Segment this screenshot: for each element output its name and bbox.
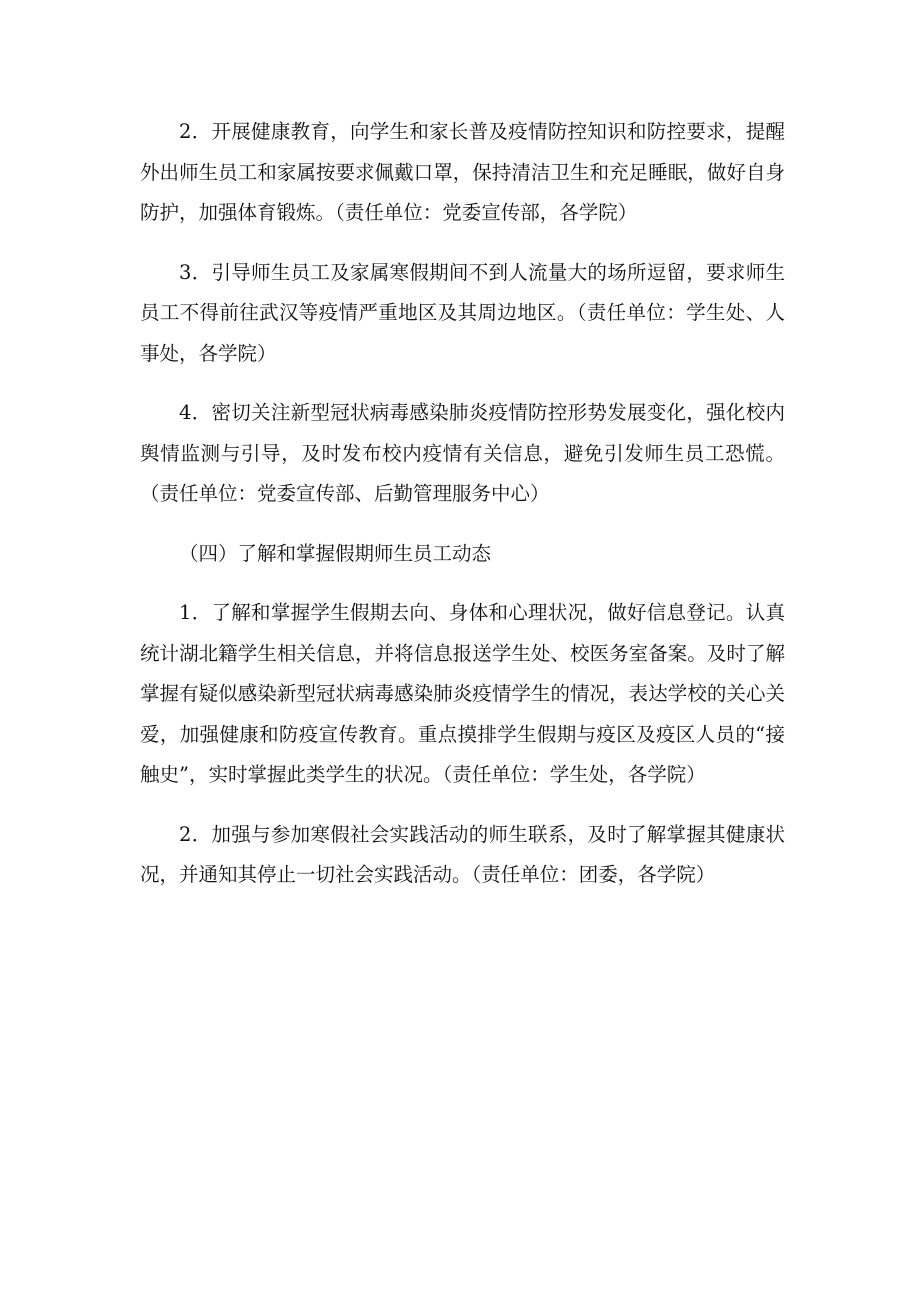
document-body: [140, 112, 785, 915]
section-heading-four: （四）了解和掌握假期师生员工动态: [179, 541, 492, 565]
paragraph-health-education: 2．开展健康教育，向学生和家长普及疫情防控知识和防控要求，提醒外出师生员工和家属按要求佩戴口罩，保持清洁卫生和充足睡眠，做好自身防护，加强体育锻炼。（责任单位：党委宣传部，各学院）: [140, 120, 785, 224]
paragraph-crowd-avoidance: 3．引导师生员工及家属寒假期间不到人流量大的场所逗留，要求师生员工不得前往武汉等疫情严重地区及其周边地区。（责任单位：学生处、人事处，各学院）: [140, 260, 785, 365]
paragraph-social-practice: 2．加强与参加寒假社会实践活动的师生联系，及时了解掌握其健康状况，并通知其停止一切社会实践活动。（责任单位：团委，各学院）: [140, 822, 785, 886]
paragraph-student-tracking: 1．了解和掌握学生假期去向、身体和心理状况，做好信息登记。认真统计湖北籍学生相关信息，并将信息报送学生处、校医务室备案。及时了解掌握有疑似感染新型冠状病毒感染肺炎疫情学生的情况，表达学校的关心关爱，加强健康和防疫宣传教育。重点摸排学生假期与疫区及疫区人员的“接触史”，实时掌握此类学生的状况。（责任单位：学生处，各学院）: [140, 601, 785, 786]
paragraph-opinion-monitoring: 4．密切关注新型冠状病毒感染肺炎疫情防控形势发展变化，强化校内舆情监测与引导，及时发布校内疫情有关信息，避免引发师生员工恐慌。（责任单位：党委宣传部、后勤管理服务中心）: [140, 401, 785, 505]
